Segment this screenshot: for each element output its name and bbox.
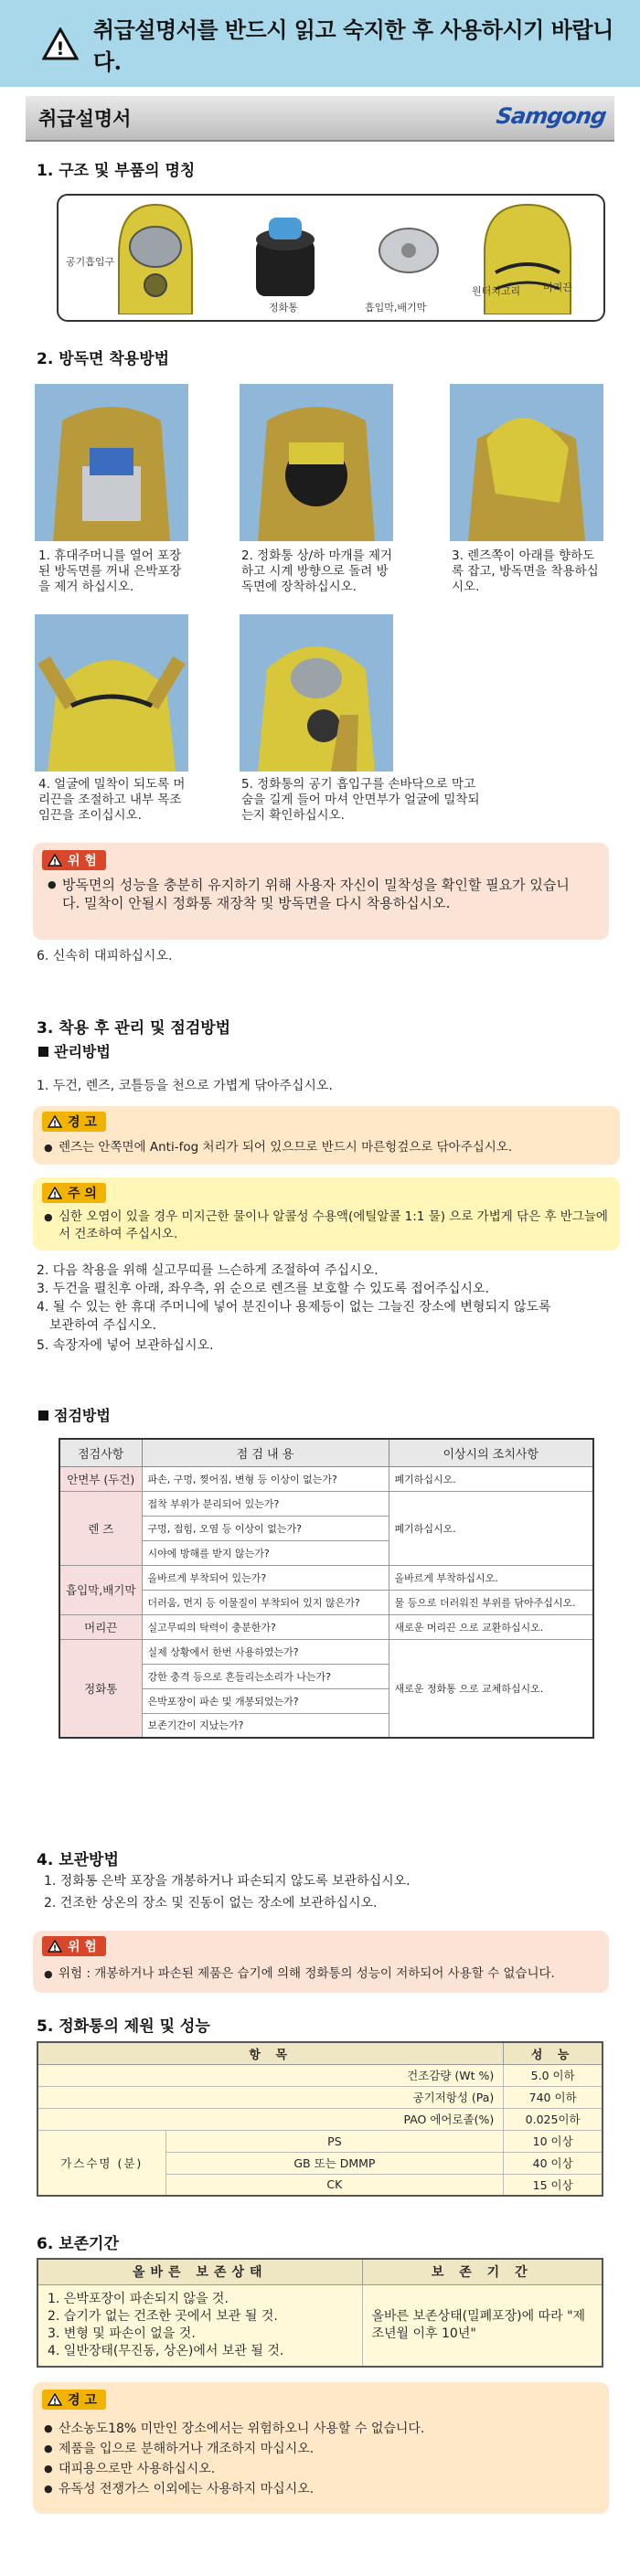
spec-item: 건조감량 (Wt %) bbox=[37, 2064, 504, 2086]
storage-step-1: 1. 정화통 은박 포장을 개봉하거나 파손되지 않도록 보관하십시오. bbox=[44, 1874, 411, 1889]
check-cell: 접착 부위가 분리되어 있는가? bbox=[142, 1491, 389, 1516]
svg-text:!: ! bbox=[52, 1120, 58, 1128]
section-1-heading: 1. 구조 및 부품의 명칭 bbox=[37, 162, 196, 180]
label-one-touch-ring: 원터치고리 bbox=[472, 285, 521, 297]
table-row bbox=[37, 2108, 603, 2130]
spec-value: 10 이상 bbox=[504, 2130, 603, 2152]
category-cell: 흡입막,배기막 bbox=[59, 1565, 142, 1614]
check-cell: 시야에 방해를 받지 않는가? bbox=[142, 1540, 389, 1565]
header-content: 점 검 내 용 bbox=[142, 1439, 389, 1466]
caution-tag bbox=[42, 1183, 106, 1203]
condition-item: 1. 은박포장이 파손되지 않을 것. bbox=[48, 2291, 229, 2306]
step-1-photo bbox=[35, 384, 188, 541]
table-row bbox=[59, 1466, 593, 1491]
title-bar bbox=[26, 96, 614, 142]
svg-text:!: ! bbox=[52, 1944, 58, 1953]
mgmt-step-3: 3. 두건을 펼친후 아래, 좌우측, 위 순으로 렌즈를 보호할 수 있도록 접어주십시오. bbox=[37, 1282, 489, 1296]
label-canister: 정화통 bbox=[269, 302, 298, 314]
warning-triangle-icon bbox=[42, 27, 79, 60]
warning-triangle-icon bbox=[48, 2393, 62, 2406]
mgmt-step-2: 2. 다음 착용을 위해 실고무띠를 느슨하게 조절하여 주십시오. bbox=[37, 1263, 379, 1278]
final-warning-item: ● 대피용으로만 사용하십시오. bbox=[44, 2459, 602, 2479]
table-header-row bbox=[59, 1439, 593, 1466]
section-2-heading: 2. 방독면 착용방법 bbox=[37, 350, 170, 368]
final-warning-item: ● 제품을 입으로 분해하거나 개조하지 마십시오. bbox=[44, 2439, 602, 2459]
inspection-table bbox=[59, 1438, 594, 1739]
action-cell: 폐기하십시오. bbox=[389, 1466, 593, 1491]
condition-item: 2. 습기가 없는 건조한 곳에서 보관 될 것. bbox=[48, 2308, 278, 2324]
condition-item: 4. 일반장태(무진동, 상온)에서 보관 될 것. bbox=[48, 2343, 284, 2358]
valve-illustration bbox=[377, 223, 441, 278]
gas-name: CK bbox=[165, 2174, 504, 2196]
header-condition: 올바른 보존상태 bbox=[37, 2259, 362, 2284]
conditions-cell bbox=[37, 2284, 362, 2367]
svg-text:!: ! bbox=[52, 1191, 58, 1199]
spec-value: 40 이상 bbox=[504, 2152, 603, 2174]
gas-life-label: 가스수명 (분) bbox=[37, 2130, 165, 2196]
action-cell: 올바르게 부착하십시오. bbox=[389, 1565, 593, 1590]
mgmt-step-4: 4. 될 수 있는 한 휴대 주머니에 넣어 분진이나 용제등이 없는 그늘진 장소에 변형되지 않도록 보관하여 주십시오. bbox=[37, 1300, 551, 1333]
section-5-heading: 5. 정화통의 제원 및 성능 bbox=[37, 2017, 210, 2036]
check-cell: 파손, 구멍, 찢어짐, 변형 등 이상이 없는가? bbox=[142, 1466, 389, 1491]
warning-tag bbox=[42, 1112, 106, 1132]
warning-tag-label: 경 고 bbox=[68, 2393, 97, 2408]
table-row bbox=[37, 2086, 603, 2108]
table-row bbox=[59, 1565, 593, 1590]
check-cell: 더러움, 먼지 등 이물질이 부착되어 있지 않은가? bbox=[142, 1590, 389, 1614]
section-4-heading: 4. 보관방법 bbox=[37, 1851, 119, 1869]
mgmt-step-5: 5. 속장자에 넣어 보관하십시오. bbox=[37, 1338, 214, 1353]
storage-step-2: 2. 건조한 상온의 장소 및 진동이 없는 장소에 보관하십시오. bbox=[44, 1896, 378, 1911]
spec-value: 15 이상 bbox=[504, 2174, 603, 2196]
danger-box-storage bbox=[33, 1931, 609, 1993]
management-heading: 관리방법 bbox=[38, 1040, 111, 1061]
category-cell: 정화통 bbox=[59, 1639, 142, 1738]
danger-tag-label: 위 험 bbox=[68, 854, 97, 868]
step-3-photo bbox=[450, 384, 603, 541]
check-cell: 보존기간이 지났는가? bbox=[142, 1713, 389, 1738]
final-warning-item: ● 산소농도18% 미만인 장소에서는 위험하오니 사용할 수 없습니다. bbox=[44, 2419, 602, 2439]
warning-lens-text: ● 렌즈는 안쪽면에 Anti-fog 처리가 되어 있으므로 반드시 마른헝겊으로 닦아주십시오. bbox=[44, 1139, 611, 1156]
check-cell: 올바르게 부착되어 있는가? bbox=[142, 1565, 389, 1590]
header-item: 점검사항 bbox=[59, 1439, 142, 1466]
warning-triangle-icon bbox=[48, 1940, 62, 1953]
danger-storage-text: ● 위험 : 개봉하거나 파손된 제품은 습기에 의해 정화통의 성능이 저하되어 사용할 수 없습니다. bbox=[44, 1965, 602, 1983]
step-3-caption: 3. 렌즈쪽이 아래를 향하도록 잡고, 방독면을 착용하십시오. bbox=[452, 548, 599, 594]
header-performance: 성 능 bbox=[504, 2042, 603, 2064]
check-cell: 강한 충격 등으로 흔들리는소리가 나는가? bbox=[142, 1664, 389, 1688]
section-6-heading: 6. 보존기간 bbox=[37, 2235, 119, 2253]
table-row bbox=[37, 2130, 603, 2152]
category-cell: 안면부 (두건) bbox=[59, 1466, 142, 1491]
danger-tag bbox=[42, 1936, 106, 1956]
storage-period-table bbox=[37, 2258, 603, 2368]
caution-box-cleaning bbox=[33, 1177, 620, 1251]
danger-box-fit bbox=[33, 843, 609, 940]
action-cell: 물 등으로 더러워진 부위를 닦아주십시오. bbox=[389, 1590, 593, 1614]
category-cell: 머리끈 bbox=[59, 1614, 142, 1639]
warning-tag-label: 경 고 bbox=[68, 1115, 97, 1130]
mgmt-step-1: 1. 두건, 렌즈, 코틀등을 천으로 가볍게 닦아주십시오. bbox=[37, 1079, 333, 1093]
danger-fit-text: ● 방독면의 성능을 충분히 유지하기 위해 사용자 자신이 밀착성을 확인할 필요가 있습니다. 밀착이 안될시 정화통 재장착 및 방독면을 다시 착용하십시오. bbox=[48, 876, 578, 912]
final-warning-item: ● 유독성 전쟁가스 이외에는 사용하지 마십시오. bbox=[44, 2479, 602, 2499]
action-cell: 새로운 정화통 으로 교체하십시오. bbox=[389, 1639, 593, 1738]
top-banner bbox=[0, 0, 640, 87]
check-cell: 은박포장이 파손 및 개봉되었는가? bbox=[142, 1688, 389, 1713]
section-3-heading: 3. 착용 후 관리 및 점검방법 bbox=[37, 1019, 231, 1038]
mask-front-illustration bbox=[110, 201, 201, 314]
spec-table bbox=[37, 2041, 603, 2197]
warning-triangle-icon bbox=[48, 1115, 62, 1128]
canister-illustration bbox=[249, 212, 322, 303]
caution-tag-label: 주 의 bbox=[68, 1187, 97, 1201]
step-2-caption: 2. 정화통 상/하 마개를 제거하고 시계 방향으로 돌려 방독면에 장착하십시오. bbox=[241, 548, 393, 594]
table-row bbox=[59, 1491, 593, 1516]
header-period: 보 존 기 간 bbox=[362, 2259, 603, 2284]
table-header-row bbox=[37, 2042, 603, 2064]
brand-logo: Samgong bbox=[494, 103, 607, 129]
danger-tag bbox=[42, 850, 106, 870]
danger-tag-label: 위 험 bbox=[68, 1940, 97, 1954]
table-row bbox=[37, 2284, 603, 2367]
table-row bbox=[37, 2064, 603, 2086]
check-cell: 구멍, 접힘, 오염 등 이상이 없는가? bbox=[142, 1516, 389, 1540]
table-header-row bbox=[37, 2259, 603, 2284]
table-row bbox=[59, 1639, 593, 1664]
warning-triangle-icon bbox=[48, 1187, 62, 1199]
gas-name: GB 또는 DMMP bbox=[165, 2152, 504, 2174]
spec-value: 0.025이하 bbox=[504, 2108, 603, 2130]
label-air-inlet: 공기흡입구 bbox=[66, 256, 115, 268]
spec-item: 공기저항성 (Pa) bbox=[37, 2086, 504, 2108]
gas-name: PS bbox=[165, 2130, 504, 2152]
header-item: 항 목 bbox=[37, 2042, 504, 2064]
action-cell: 새로운 머리끈 으로 교환하십시오. bbox=[389, 1614, 593, 1639]
spec-item: PAO 에어로졸(%) bbox=[37, 2108, 504, 2130]
final-warning-box bbox=[33, 2382, 609, 2514]
check-cell: 실고무띠의 탁력이 충분한가? bbox=[142, 1614, 389, 1639]
check-cell: 실제 상황에서 한번 사용하였는가? bbox=[142, 1639, 389, 1664]
inspection-heading: 점검방법 bbox=[38, 1404, 111, 1425]
page-title: 취급설명서 bbox=[38, 108, 132, 130]
spec-value: 5.0 이하 bbox=[504, 2064, 603, 2086]
period-cell: 올바른 보존상태(밀폐포장)에 따라 "제조년월 이후 10년" bbox=[362, 2284, 603, 2367]
category-cell: 렌 즈 bbox=[59, 1491, 142, 1565]
warning-box-lens bbox=[33, 1106, 620, 1165]
step-1-caption: 1. 휴대주머니를 열어 포장된 방독면를 꺼내 은박포장을 제거 하십시오. bbox=[38, 548, 182, 594]
warning-tag bbox=[42, 2390, 106, 2410]
header-action: 이상시의 조치사항 bbox=[389, 1439, 593, 1466]
warning-triangle-icon bbox=[48, 854, 62, 867]
condition-item: 3. 변형 및 파손이 없을 것. bbox=[48, 2326, 196, 2341]
svg-text:!: ! bbox=[56, 37, 65, 59]
step-4-photo bbox=[35, 614, 188, 772]
step-5-photo bbox=[240, 614, 393, 772]
label-head-strap: 머리끈 bbox=[543, 282, 572, 293]
label-valves: 흡입막,배기막 bbox=[365, 302, 427, 314]
action-cell: 폐기하십시오. bbox=[389, 1491, 593, 1565]
step-2-photo bbox=[240, 384, 393, 541]
spec-value: 740 이하 bbox=[504, 2086, 603, 2108]
table-row bbox=[59, 1614, 593, 1639]
svg-text:!: ! bbox=[52, 858, 58, 867]
banner-text: 취급설명서를 반드시 읽고 숙지한 후 사용하시기 바랍니다. bbox=[92, 16, 613, 75]
step-5-caption: 5. 정화통의 공기 흡입구를 손바닥으로 막고 숨을 길게 들어 마셔 안면부가 얼굴에 밀착되는지 확인하십시오. bbox=[241, 777, 480, 823]
step-4-caption: 4. 얼굴에 밀착이 되도록 머리끈을 조절하고 내부 목조임끈을 조이십시오. bbox=[38, 777, 186, 823]
step-6-text: 6. 신속히 대피하십시오. bbox=[37, 949, 173, 963]
parts-diagram bbox=[57, 194, 605, 322]
caution-cleaning-text: ● 심한 오염이 있을 경우 미지근한 물이나 알콜성 수용액(에틸알콜 1:1 물) 으로 가볍게 닦은 후 반그늘에서 건조하여 주십시오. bbox=[44, 1208, 611, 1243]
svg-text:!: ! bbox=[52, 2398, 58, 2406]
